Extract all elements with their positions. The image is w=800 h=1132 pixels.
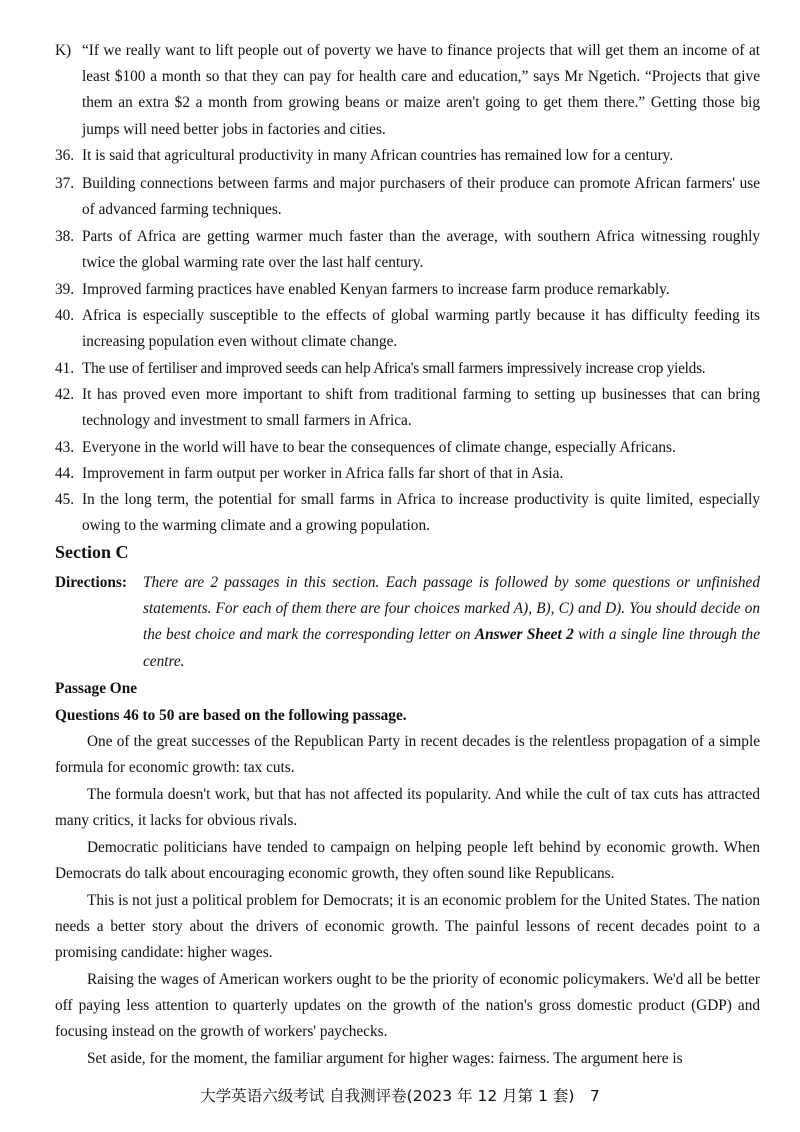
question-text: Improved farming practices have enabled Kenyan farmers to increase farm produce remarkably. [82, 281, 670, 298]
question-number: 37. [55, 175, 75, 192]
passage-title: Passage One [55, 680, 138, 697]
passage-paragraph: Raising the wages of American workers ought to be the priority of economic policymakers. We'd all be better off paying less attention to quarterly updates on the growth of the nation's gross domestic product (GDP) and focusing instead on the growth of workers' paychecks. [55, 971, 760, 1041]
question-number: 44. [55, 465, 75, 482]
directions-text: There are 2 passages in this section. Each passage is followed by some questions or unfinished statements. For each of them there are four choices marked A), B), C) and D). You should decide on the best choice and mark the corresponding letter on Answer Sheet 2 with a single line through the centre. [143, 574, 760, 670]
question-text: Parts of Africa are getting warmer much faster than the average, with southern Africa witnessing roughly twice the global warming rate over the last half century. [82, 228, 760, 272]
directions [55, 570, 760, 675]
question-number: 39. [55, 281, 75, 298]
question-number: 41. [55, 360, 75, 377]
question-text: The use of fertiliser and improved seeds can help Africa's small farmers impressively increase crop yields. [82, 360, 706, 377]
question-text: In the long term, the potential for small farms in Africa to increase productivity is quite limited, especially owing to the warming climate and a growing population. [82, 491, 760, 535]
answer-sheet-reference: Answer Sheet 2 [474, 626, 574, 644]
question-number: 36. [55, 147, 75, 164]
question-number: 45. [55, 491, 75, 508]
question-text: Africa is especially susceptible to the effects of global warming partly because it has difficulty feeding its increasing population even without climate change. [82, 307, 760, 351]
question-number: 40. [55, 307, 75, 324]
question-37 [55, 171, 760, 223]
question-43 [55, 435, 760, 461]
passage-paragraph: The formula doesn't work, but that has not affected its popularity. And while the cult of tax cuts has attracted many critics, it lacks for obvious rivals. [55, 786, 760, 830]
question-45 [55, 487, 760, 539]
statement-number: K) [55, 42, 72, 59]
question-number: 43. [55, 439, 75, 456]
passage-paragraph: Set aside, for the moment, the familiar argument for higher wages: fairness. The argument here is [87, 1050, 683, 1067]
question-number: 42. [55, 386, 75, 403]
question-text: Improvement in farm output per worker in Africa falls far short of that in Asia. [82, 465, 564, 482]
page-footer: 大学英语六级考试 自我测评卷(2023 年 12 月第 1 套) 7 [200, 1087, 600, 1105]
question-text: It has proved even more important to shift from traditional farming to setting up businesses that can bring technology and investment to small farmers in Africa. [82, 386, 760, 430]
section-title: Section C [55, 542, 129, 562]
statement-k [55, 38, 760, 143]
question-41 [55, 356, 760, 382]
question-42 [55, 382, 760, 434]
directions-label: Directions: [55, 574, 127, 591]
question-39 [55, 277, 760, 303]
question-number: 38. [55, 228, 75, 245]
statement-text: “If we really want to lift people out of poverty we have to finance projects that will get them an income of at least $100 a month so that they can pay for health care and education,” says Mr Ngetich. “Projects that give them an extra $2 a month from growing beans or maize aren't going to get them there.” Getting those big jumps will need better jobs in factories and cities. [82, 42, 760, 138]
questions-heading: Questions 46 to 50 are based on the following passage. [55, 707, 407, 724]
question-44 [55, 461, 760, 487]
question-36 [55, 143, 760, 169]
question-40 [55, 303, 760, 355]
passage-paragraph: This is not just a political problem for Democrats; it is an economic problem for the United States. The nation needs a better story about the drivers of economic growth. The painful lessons of recent decades point to a promising candidate: higher wages. [55, 892, 760, 962]
question-38 [55, 224, 760, 276]
question-text: Everyone in the world will have to bear the consequences of climate change, especially Africans. [82, 439, 676, 456]
passage-paragraph: Democratic politicians have tended to campaign on helping people left behind by economic growth. When Democrats do talk about encouraging economic growth, they often sound like Republicans. [55, 839, 760, 883]
question-text: Building connections between farms and major purchasers of their produce can promote African farmers' use of advanced farming techniques. [82, 175, 760, 219]
question-text: It is said that agricultural productivity in many African countries has remained low for a century. [82, 147, 674, 164]
passage-paragraph: One of the great successes of the Republican Party in recent decades is the relentless propagation of a simple formula for economic growth: tax cuts. [55, 733, 760, 777]
